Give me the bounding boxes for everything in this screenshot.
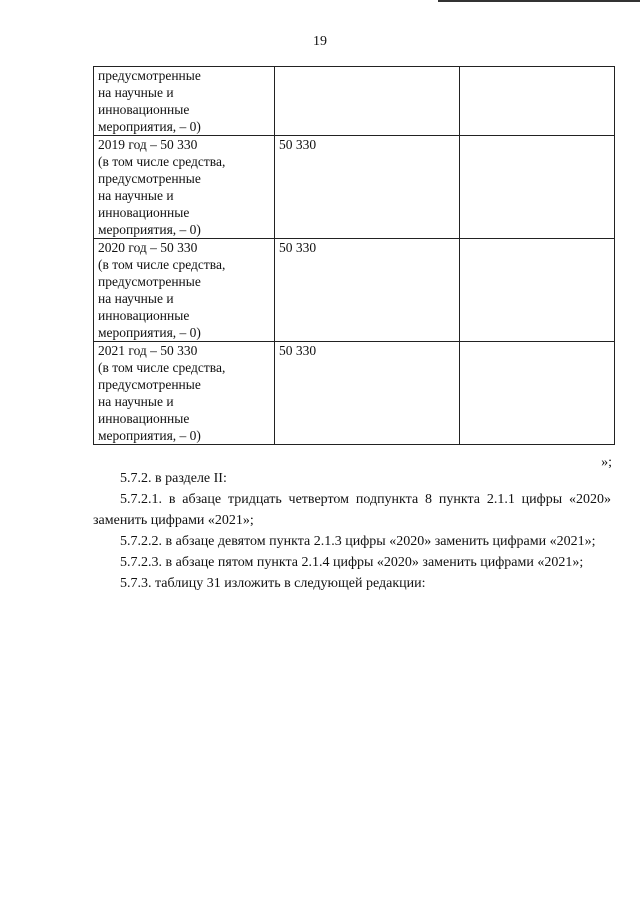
cell-text-line: предусмотренные xyxy=(98,68,201,83)
year-description-cell xyxy=(94,136,275,239)
cell-text-line: мероприятия, – 0) xyxy=(98,325,201,340)
cell-text-line: предусмотренные xyxy=(98,274,201,289)
cell-text-line: на научные и xyxy=(98,188,174,203)
cell-text-line: (в том числе средства, xyxy=(98,154,226,169)
empty-cell xyxy=(460,342,615,445)
table-row xyxy=(94,136,615,239)
page-number: 19 xyxy=(313,34,327,49)
year-description-cell xyxy=(94,67,275,136)
year-description-cell xyxy=(94,239,275,342)
cell-text-line: инновационные xyxy=(98,205,190,220)
amendment-text xyxy=(93,468,611,594)
cell-text-line: инновационные xyxy=(98,308,190,323)
cell-text-line: инновационные xyxy=(98,102,190,117)
table-row xyxy=(94,67,615,136)
table-row xyxy=(94,342,615,445)
cell-text-line: мероприятия, – 0) xyxy=(98,222,201,237)
cell-text-line: 2020 год – 50 330 xyxy=(98,240,198,255)
empty-cell xyxy=(460,67,615,136)
paragraph-5-7-2-1: 5.7.2.1. в абзаце тридцать четвертом подпункта 8 пункта 2.1.1 цифры «2020» заменить цифрами «2021»; xyxy=(93,492,611,528)
amount-cell: 50 330 xyxy=(275,342,460,445)
cell-text-line: на научные и xyxy=(98,85,174,100)
cell-text-line: мероприятия, – 0) xyxy=(98,428,201,443)
cell-text-line: 2019 год – 50 330 xyxy=(98,137,198,152)
cell-text-line: предусмотренные xyxy=(98,377,201,392)
year-description-cell xyxy=(94,342,275,445)
cell-text-line: инновационные xyxy=(98,411,190,426)
top-rule xyxy=(438,0,640,2)
table-row xyxy=(94,239,615,342)
cell-text-line: предусмотренные xyxy=(98,171,201,186)
amount-cell xyxy=(275,67,460,136)
paragraph-5-7-2-2: 5.7.2.2. в абзаце девятом пункта 2.1.3 цифры «2020» заменить цифрами «2021»; xyxy=(120,534,596,549)
empty-cell xyxy=(460,239,615,342)
cell-text-line: (в том числе средства, xyxy=(98,360,226,375)
empty-cell xyxy=(460,136,615,239)
cell-text-line: на научные и xyxy=(98,291,174,306)
funding-table xyxy=(93,66,615,445)
amount-cell: 50 330 xyxy=(275,239,460,342)
cell-text-line: (в том числе средства, xyxy=(98,257,226,272)
paragraph-5-7-2: 5.7.2. в разделе II: xyxy=(120,471,227,486)
amount-cell: 50 330 xyxy=(275,136,460,239)
cell-text-line: мероприятия, – 0) xyxy=(98,119,201,134)
paragraph-5-7-3: 5.7.3. таблицу 31 изложить в следующей редакции: xyxy=(120,576,426,591)
paragraph-5-7-2-3: 5.7.2.3. в абзаце пятом пункта 2.1.4 цифры «2020» заменить цифрами «2021»; xyxy=(120,555,584,570)
cell-text-line: на научные и xyxy=(98,394,174,409)
cell-text-line: 2021 год – 50 330 xyxy=(98,343,198,358)
closing-quote: »; xyxy=(601,455,612,470)
